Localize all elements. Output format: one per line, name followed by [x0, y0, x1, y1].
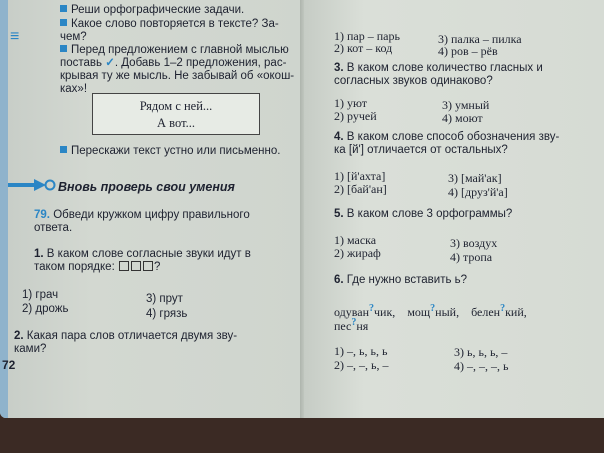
- box-line2: А вот...: [157, 116, 195, 130]
- pair-answer-1: 1) пар – парь: [334, 29, 400, 43]
- q6-words-line2: пес?ня: [334, 317, 369, 333]
- q4-answer-2: 2) [бай'ан]: [334, 182, 387, 196]
- left-page: [0, 0, 304, 418]
- q6-words-line1: одуван?чик, мощ?ный, белен?кий,: [334, 303, 527, 319]
- bullet-repeat-line1: Какое слово повторяется в тексте? За-: [60, 18, 279, 31]
- q4-line1: 4. В каком слове способ обозначения зву-: [334, 131, 560, 143]
- page-number: 72: [2, 358, 16, 372]
- q2-line1: 2. Какая пара слов отличается двумя зву-: [14, 330, 238, 342]
- question-mark-icon: ?: [351, 317, 357, 328]
- q4-line2: ка [й'] отличается от остальных?: [334, 144, 508, 156]
- consonant-scheme-icon: [143, 261, 153, 271]
- q1-line2: таком порядке: ?: [34, 261, 161, 273]
- bullet-repeat-line2: чем?: [60, 31, 87, 43]
- q4-answer-1: 1) [й'ахта]: [334, 169, 386, 183]
- q1-answer-4: 4) грязь: [146, 308, 188, 320]
- task-number: 79.: [34, 209, 50, 221]
- consonant-scheme-icon: [119, 261, 129, 271]
- q5-answer-2: 2) жираф: [334, 246, 381, 260]
- task-79-line2: ответа.: [34, 222, 73, 234]
- right-page: [304, 0, 604, 418]
- q6-answer-3: 3) ь, ь, ь, –: [454, 345, 508, 359]
- q3-answer-2: 2) ручей: [334, 109, 377, 123]
- section-title: Вновь проверь свои умения: [58, 180, 235, 194]
- q3-answer-1: 1) уют: [334, 96, 368, 110]
- question-mark-icon: ?: [369, 303, 375, 314]
- bullet-orthography: Реши орфографические задачи.: [60, 4, 244, 17]
- box-line1: Рядом с ней...: [139, 99, 213, 113]
- q1-answer-3: 3) прут: [146, 293, 183, 305]
- q3-line1: 3. В каком слове количество гласных и: [334, 62, 543, 74]
- bullet-retell: Перескажи текст устно или письменно.: [60, 145, 280, 158]
- q4-answer-4: 4) [друз'й'а]: [448, 185, 508, 199]
- checkmark-icon: ✓: [105, 57, 115, 69]
- q6-answer-2: 2) –, –, ь, –: [334, 358, 389, 372]
- q5-answer-4: 4) тропа: [450, 250, 493, 264]
- pair-answer-4: 4) ров – рёв: [438, 44, 498, 58]
- section-arrow-icon: [8, 178, 56, 192]
- bullet-icon: [60, 146, 67, 153]
- q6-answer-1: 1) –, ь, ь, ь: [334, 344, 388, 358]
- bullet-main-idea-line3: крывая ту же мысль. Не забывай об «окош-: [60, 70, 295, 82]
- q3-answer-3: 3) умный: [442, 98, 490, 112]
- q5-line1: 5. В каком слове 3 орфограммы?: [334, 208, 513, 220]
- q3-answer-4: 4) моют: [442, 111, 483, 125]
- bullet-main-idea-line1: Перед предложением с главной мыслью: [60, 44, 289, 57]
- task-79-line1: 79. Обведи кружком цифру правильного: [34, 209, 250, 221]
- bullet-main-idea-line4: ках»!: [60, 83, 88, 95]
- q4-answer-3: 3) [май'ак]: [448, 171, 502, 185]
- bullet-icon: [60, 19, 67, 26]
- q2-line2: ками?: [14, 343, 47, 355]
- q6-line1: 6. Где нужно вставить ь?: [334, 274, 468, 286]
- pair-answer-2: 2) кот – код: [334, 41, 393, 55]
- bullet-icon: [60, 45, 67, 52]
- menu-lines-icon: ≡: [10, 28, 20, 45]
- question-mark-icon: ?: [500, 303, 506, 314]
- bullet-main-idea-line2: поставь ✓. Добавь 1–2 предложения, рас-: [60, 57, 287, 69]
- q1-answer-1: 1) грач: [22, 289, 59, 301]
- question-mark-icon: ?: [430, 303, 436, 314]
- consonant-scheme-icon: [131, 261, 141, 271]
- page-edge-stripe: [0, 0, 8, 418]
- q5-answer-1: 1) маска: [334, 233, 377, 247]
- text-frame-box: [92, 93, 260, 135]
- q6-answer-4: 4) –, –, –, ь: [454, 359, 509, 373]
- q1-answer-2: 2) дрожь: [22, 303, 69, 315]
- q1-line1: 1. В каком слове согласные звуки идут в: [34, 248, 251, 260]
- q5-answer-3: 3) воздух: [450, 236, 498, 250]
- q3-line2: согласных звуков одинаково?: [334, 75, 493, 87]
- bullet-icon: [60, 5, 67, 12]
- pair-answer-3: 3) палка – пилка: [438, 32, 522, 46]
